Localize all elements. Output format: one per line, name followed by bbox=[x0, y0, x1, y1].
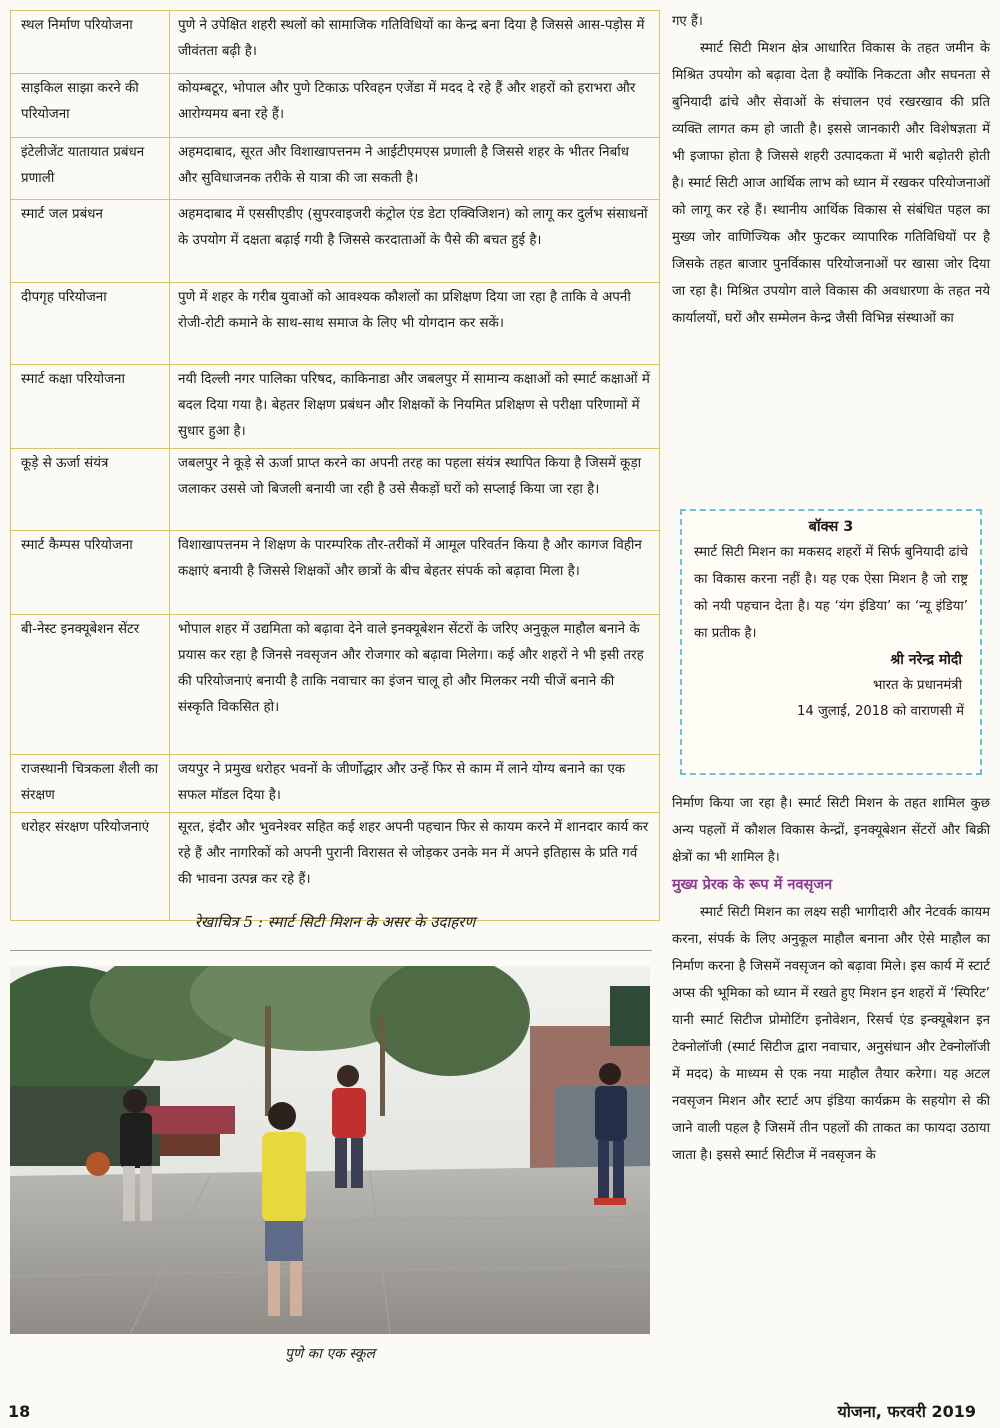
table-row bbox=[11, 283, 660, 365]
project-description-cell: नयी दिल्ली नगर पालिका परिषद, काकिनाडा और जबलपुर में सामान्य कक्षाओं को स्मार्ट कक्षाओं में बदल दिया गया है। बेहतर शिक्षण प्रबंधन और शिक्षकों के नियमित प्रशिक्षण से परीक्षा परिणामों में सुधार हुआ है। bbox=[170, 365, 660, 449]
quote-box bbox=[680, 509, 982, 775]
paragraph: स्मार्ट सिटी मिशन का लक्ष्य सही भागीदारी और नेटवर्क कायम करना, संपर्क के लिए अनुकूल माहौल बनाना और ऐसे माहौल का निर्माण करना है जिसमें नवसृजन को बढ़ावा मिले। इस कार्य में स्टार्ट अप्स की भूमिका को ध्यान में रखते हुए मिशन इन शहरों में ‘स्पिरिट’ यानी स्मार्ट सिटीज प्रोमोटिंग इनोवेशन, रिसर्च एंड इन्क्यूबेशन इन टेक्नोलॉजी (स्मार्ट सिटीज द्वारा नवाचार, अनुसंधान और टेक्नोलॉजी में मदद) के माध्यम से एक नया माहौल तैयार करेगा। यह अटल नवसृजन मिशन और स्टार्ट अप इंडिया कार्यक्रम के सहयोग से की जाने वाली पहल है जिसमें तीन पहलों की ताकत का फायदा उठाया जाता है। इससे स्मार्ट सिटीज में नवसृजन के bbox=[672, 905, 990, 1163]
project-description-cell: विशाखापत्तनम ने शिक्षण के पारम्परिक तौर-तरीकों में आमूल परिवर्तन किया है और कागज विहीन कक्षाएं बनायी है जिससे शिक्षकों और छात्रों के बीच बेहतर संपर्क को बढ़ावा मिला है। bbox=[170, 531, 660, 615]
table-row bbox=[11, 200, 660, 283]
project-name-cell: साइकिल साझा करने की परियोजना bbox=[11, 74, 170, 138]
magazine-footer: योजना, फरवरी 2019 bbox=[837, 1402, 976, 1421]
photo-caption: पुणे का एक स्कूल bbox=[285, 1346, 375, 1362]
table-row bbox=[11, 531, 660, 615]
project-name-cell: दीपगृह परियोजना bbox=[11, 283, 170, 365]
project-name-cell: स्मार्ट कैम्पस परियोजना bbox=[11, 531, 170, 615]
table-row bbox=[11, 755, 660, 813]
project-description-cell: पुणे में शहर के गरीब युवाओं को आवश्यक कौशलों का प्रशिक्षण दिया जा रहा है ताकि वे अपनी रोजी-रोटी कमाने के साथ-साथ समाज के लिए भी योगदान कर सकें। bbox=[170, 283, 660, 365]
project-name-cell: राजस्थानी चित्रकला शैली का संरक्षण bbox=[11, 755, 170, 813]
table-row bbox=[11, 11, 660, 74]
project-name-cell: स्मार्ट कक्षा परियोजना bbox=[11, 365, 170, 449]
left-column bbox=[10, 10, 660, 921]
project-name-cell: स्थल निर्माण परियोजना bbox=[11, 11, 170, 74]
project-name-cell: बी-नेस्ट इनक्यूबेशन सेंटर bbox=[11, 615, 170, 755]
figure-caption: रेखाचित्र 5 : स्मार्ट सिटी मिशन के असर के उदाहरण bbox=[194, 913, 476, 931]
project-description-cell: अहमदाबाद, सूरत और विशाखापत्तनम ने आईटीएमएस प्रणाली है जिससे शहर के भीतर निर्बाध और सुविधाजनक तरीके से यात्रा की जा सकती है। bbox=[170, 138, 660, 200]
right-column-bottom bbox=[672, 790, 990, 1169]
page-number: 18 bbox=[8, 1402, 31, 1421]
smart-city-examples-table bbox=[10, 10, 660, 921]
project-name-cell: इंटेलीजेंट यातायात प्रबंधन प्रणाली bbox=[11, 138, 170, 200]
project-name-cell: धरोहर संरक्षण परियोजनाएं bbox=[11, 813, 170, 921]
project-name-cell: कूड़े से ऊर्जा संयंत्र bbox=[11, 449, 170, 531]
paragraph: गए हैं। bbox=[672, 14, 703, 29]
paragraph: स्मार्ट सिटी मिशन क्षेत्र आधारित विकास के तहत जमीन के मिश्रित उपयोग को बढ़ावा देता है क्योंकि निकटता और सघनता से बुनियादी ढांचे और सेवाओं के संचालन एवं रखरखाव की प्रति व्यक्ति लागत कम हो जाती है। इससे जानकारी और विशेषज्ञता में भी इजाफा होता है जिससे शहरी उत्पादकता में भारी बढ़ोतरी होती है। स्मार्ट सिटी आज आर्थिक लाभ को ध्यान में रखकर परियोजनाओं को लागू कर रहे हैं। स्थानीय आर्थिक विकास से संबंधित पहल का मुख्य जोर वाणिज्यिक और फुटकर व्यापारिक गतिविधियों पर है जिसके तहत बाजार पुनर्विकास परियोजनाओं पर खासा जोर दिया जा रहा है। मिश्रित उपयोग वाले विकास की अवधारणा के तहत नये कार्यालयों, घरों और सम्मेलन केन्द्र जैसी विभिन्न संस्थाओं का bbox=[672, 41, 990, 326]
table-row bbox=[11, 74, 660, 138]
box-quote-text: स्मार्ट सिटी मिशन का मकसद शहरों में सिर्फ बुनियादी ढांचे का विकास करना नहीं है। यह एक ऐसा मिशन है जो राष्ट्र को नयी पहचान देता है। यह ‘यंग इंडिया’ का ‘न्यू इंडिया’ का प्रतीक है। bbox=[694, 545, 968, 641]
table-row bbox=[11, 449, 660, 531]
table-row bbox=[11, 813, 660, 921]
project-description-cell: जबलपुर ने कूड़े से ऊर्जा प्राप्त करने का अपनी तरह का पहला संयंत्र स्थापित किया है जिसमें कूड़ा जलाकर उससे जो बिजली बनायी जा रही है उसे सैकड़ों घरों को सप्लाई किया जा रहा है। bbox=[170, 449, 660, 531]
paragraph: निर्माण किया जा रहा है। स्मार्ट सिटी मिशन के तहत शामिल कुछ अन्य पहलों में कौशल विकास केन्द्रों, इनक्यूबेशन सेंटरों और बिक्री क्षेत्रों का भी शामिल है। bbox=[672, 796, 990, 865]
project-description-cell: जयपुर ने प्रमुख धरोहर भवनों के जीर्णोद्धार और उन्हें फिर से काम में लाने योग्य बनाने का एक सफल मॉडल दिया है। bbox=[170, 755, 660, 813]
project-description-cell: भोपाल शहर में उद्यमिता को बढ़ावा देने वाले इनक्यूबेशन सेंटरों के जरिए अनुकूल माहौल बनाने के प्रयास कर रहा है जिनसे नवसृजन और रोजगार को बढ़ावा मिलेगा। कई और शहरों ने भी इसी तरह की परियोजनाएं बनायी है ताकि नवाचार का इंजन चालू हो और मिलकर नयी चीजें बनाने की संस्कृति विकसित हो। bbox=[170, 615, 660, 755]
project-name-cell: स्मार्ट जल प्रबंधन bbox=[11, 200, 170, 283]
project-description-cell: सूरत, इंदौर और भुवनेश्वर सहित कई शहर अपनी पहचान फिर से कायम करने में शानदार कार्य कर रहे हैं और नागरिकों को अपनी पुरानी विरासत से जोड़कर उनके मन में अपने इतिहास के प्रति गर्व की भावना उत्पन्न कर रहे हैं। bbox=[170, 813, 660, 921]
table-row bbox=[11, 138, 660, 200]
school-courtyard-illustration bbox=[10, 966, 650, 1334]
box-role: भारत के प्रधानमंत्री bbox=[872, 678, 962, 693]
table-row bbox=[11, 365, 660, 449]
project-description-cell: पुणे ने उपेक्षित शहरी स्थलों को सामाजिक गतिविधियों का केन्द्र बना दिया है जिससे आस-पड़ोस में जीवंतता बढ़ी है। bbox=[170, 11, 660, 74]
project-description-cell: अहमदाबाद में एससीएडीए (सुपरवाइजरी कंट्रोल एंड डेटा एक्विजिशन) को लागू कर दुर्लभ संसाधनों के उपयोग में दक्षता बढ़ाई गयी है जिससे करदाताओं के पैसे की बचत हुई है। bbox=[170, 200, 660, 283]
box-signature: श्री नरेन्द्र मोदी bbox=[890, 652, 962, 668]
divider bbox=[10, 950, 652, 951]
school-photo bbox=[10, 966, 650, 1334]
box-title: बॉक्स 3 bbox=[808, 519, 854, 535]
box-date: 14 जुलाई, 2018 को वाराणसी में bbox=[797, 704, 964, 719]
section-heading: मुख्य प्रेरक के रूप में नवसृजन bbox=[672, 877, 833, 893]
table-row bbox=[11, 615, 660, 755]
project-description-cell: कोयम्बटूर, भोपाल और पुणे टिकाऊ परिवहन एजेंडा में मदद दे रहे हैं और शहरों को हराभरा और आरोग्यमय बना रहे हैं। bbox=[170, 74, 660, 138]
right-column-top bbox=[672, 8, 990, 332]
